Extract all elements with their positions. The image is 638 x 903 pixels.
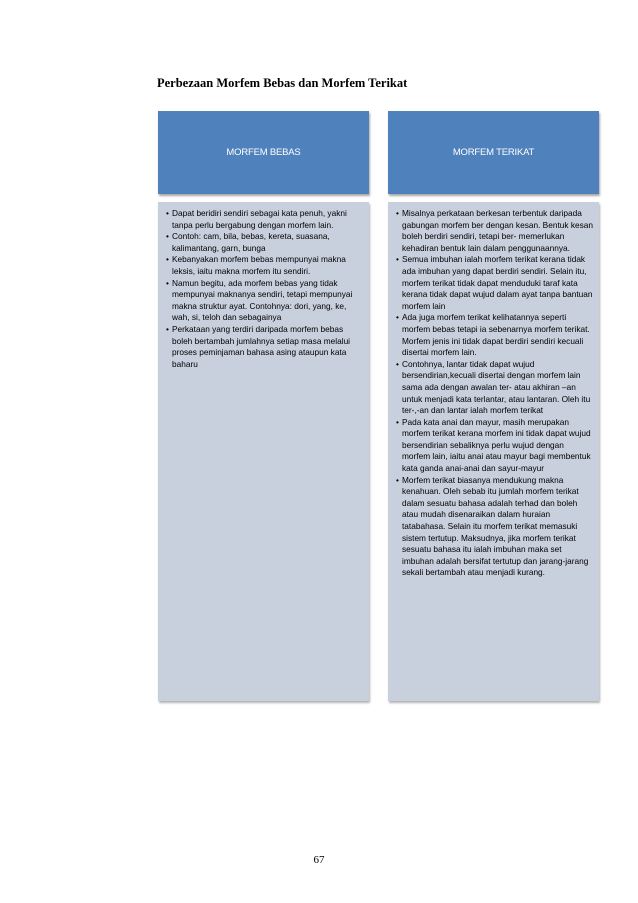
column-header-morfem-terikat: MORFEM TERIKAT <box>388 111 599 194</box>
list-item: • Pada kata anai dan mayur, masih merupakan morfem terikat kerana morfem ini tidak dapat wujud bersendirian sebaliknya perlu wujud dengan morfem lain, iaitu anai atau mayur bagi membentuk kata ganda anai-anai dan sayur-mayur <box>396 417 593 475</box>
list-item: • Dapat beridiri sendiri sebagai kata penuh, yakni tanpa perlu bergabung dengan morfem lain. <box>166 208 363 231</box>
column-morfem-bebas <box>158 111 369 701</box>
bullet-list-morfem-bebas <box>166 208 363 370</box>
list-item: • Kebanyakan morfem bebas mempunyai makna leksis, iaitu makna morfem itu sendiri. <box>166 254 363 277</box>
list-item: • Ada juga morfem terikat kelihatannya seperti morfem bebas tetapi ia sebenarnya morfem terikat. Morfem jenis ini tidak dapat berdiri sendiri kecuali disertai morfem lain. <box>396 312 593 358</box>
list-item: • Contoh: cam, bila, bebas, kereta, suasana, kalimantang, garn, bunga <box>166 231 363 254</box>
page-number: 67 <box>313 854 325 866</box>
list-item: • Misalnya perkataan berkesan terbentuk daripada gabungan morfem ber dengan kesan. Bentuk kesan boleh berdiri sendiri, tetapi ber- memerlukan kehadiran bentuk lain dalam penggunaannya. <box>396 208 593 254</box>
list-item: • Contohnya, lantar tidak dapat wujud bersendirian,kecuali disertai dengan morfem lain sama ada dengan awalan ter- atau akhiran –an untuk menjadi kata terlantar, atau lantaran. Oleh itu ter-,-an dan lantar ialah morfem terikat <box>396 359 593 417</box>
bullet-list-morfem-terikat <box>396 208 593 579</box>
list-item: • Namun begitu, ada morfem bebas yang tidak mempunyai maknanya sendiri, tetapi mempunyai makna struktur ayat. Contohnya: dori, yang, ke, wah, si, teloh dan sebagainya <box>166 278 363 324</box>
column-header-morfem-bebas: MORFEM BEBAS <box>158 111 369 194</box>
column-body-morfem-terikat <box>388 202 599 701</box>
page-title: Perbezaan Morfem Bebas dan Morfem Terikat <box>157 76 408 90</box>
list-item: • Morfem terikat biasanya mendukung makna kenahuan. Oleh sebab itu jumlah morfem terikat dalam sesuatu bahasa adalah terhad dan boleh atau mudah disenaraikan dalam huraian tatabahasa. Selain itu morfem terikat memasuki sistem tertutup. Maksudnya, jika morfem terikat sesuatu bahasa itu ialah imbuhan maka set imbuhan adalah bersifat tertutup dan jarang-jarang sekali bertambah atau menjadi kurang. <box>396 475 593 579</box>
column-morfem-terikat <box>388 111 599 701</box>
list-item: • Semua imbuhan ialah morfem terikat kerana tidak ada imbuhan yang dapat berdiri sendiri. Selain itu, morfem terikat tidak dapat menduduki taraf kata kerana tidak dapat wujud dalam ayat tanpa bantuan morfem lain <box>396 254 593 312</box>
column-body-morfem-bebas <box>158 202 369 701</box>
list-item: • Perkataan yang terdiri daripada morfem bebas boleh bertambah jumlahnya setiap masa melalui proses peminjaman bahasa asing ataupun kata baharu <box>166 324 363 370</box>
